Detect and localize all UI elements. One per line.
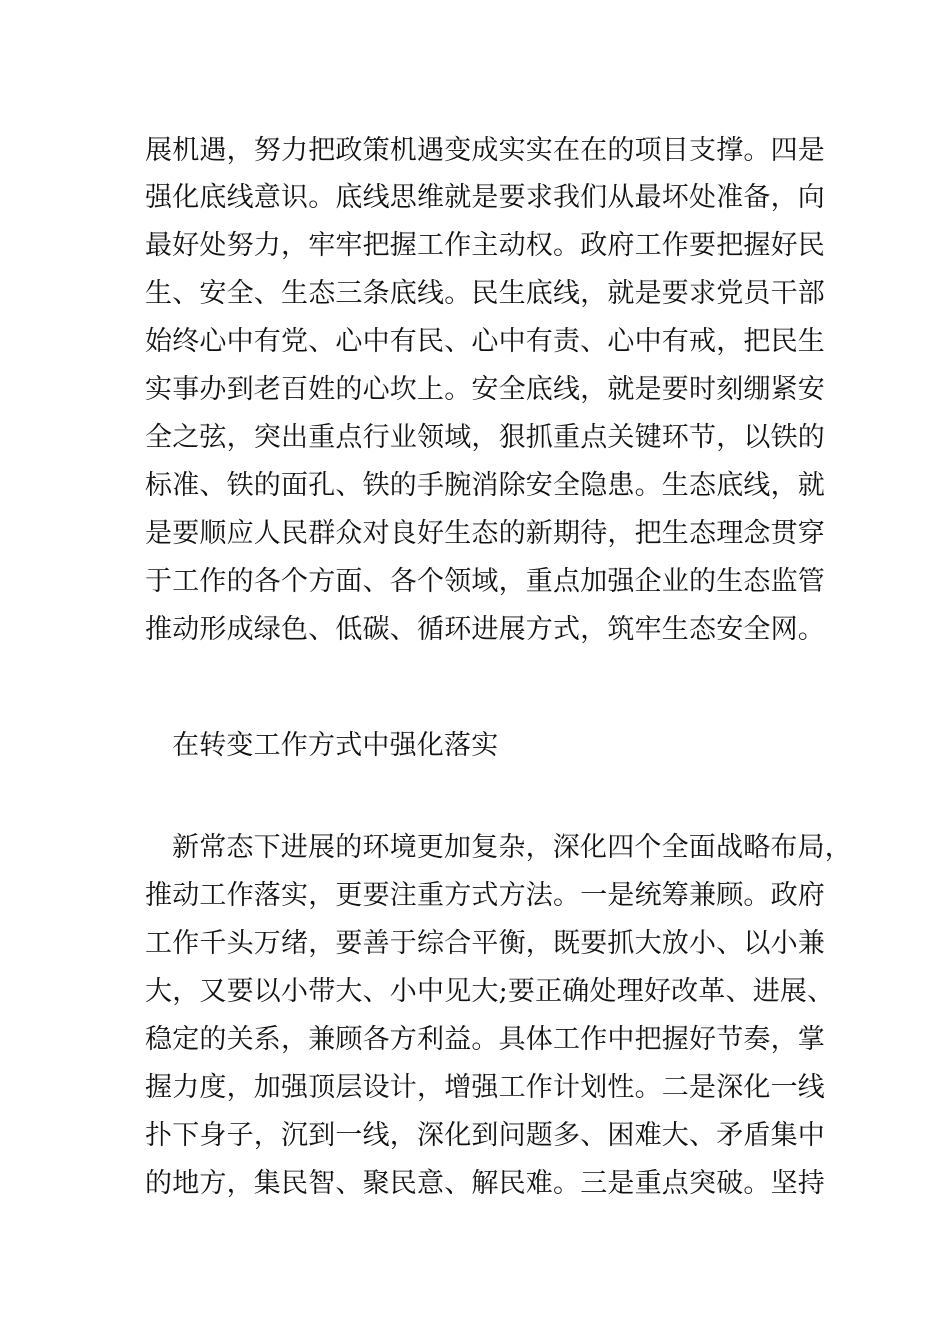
section-heading: 在转变工作方式中强化落实 <box>172 730 499 761</box>
paragraph2-line: 握力度，加强顶层设计，增强工作计划性。二是深化一线 <box>145 1072 825 1103</box>
paragraph2-line: 推动工作落实，更要注重方式方法。一是统筹兼顾。政府 <box>145 880 825 911</box>
paragraph2-line: 工作千头万绪，要善于综合平衡，既要抓大放小、以小兼 <box>145 928 825 959</box>
paragraph1-line: 始终心中有党、心中有民、心中有责、心中有戒，把民生 <box>145 326 825 357</box>
paragraph1-line: 展机遇，努力把政策机遇变成实实在在的项目支撑。四是 <box>145 135 825 166</box>
paragraph1-line: 实事办到老百姓的心坎上。安全底线，就是要时刻绷紧安 <box>145 374 825 405</box>
paragraph2-line: 扑下身子，沉到一线，深化到问题多、困难大、矛盾集中 <box>145 1120 825 1151</box>
paragraph1-line: 标准、铁的面孔、铁的手腕消除安全隐患。生态底线，就 <box>145 470 825 501</box>
paragraph1-line: 于工作的各个方面、各个领域，重点加强企业的生态监管 <box>145 566 825 597</box>
paragraph1-line: 是要顺应人民群众对良好生态的新期待，把生态理念贯穿 <box>145 518 825 549</box>
paragraph2-line: 新常态下进展的环境更加复杂，深化四个全面战略布局， <box>172 832 852 863</box>
paragraph1-line: 全之弦，突出重点行业领域，狠抓重点关键环节，以铁的 <box>145 422 825 453</box>
paragraph1-line: 推动形成绿色、低碳、循环进展方式，筑牢生态安全网。 <box>145 614 825 645</box>
paragraph1-line: 生、安全、生态三条底线。民生底线，就是要求党员干部 <box>145 278 825 309</box>
paragraph2-line: 稳定的关系，兼顾各方利益。具体工作中把握好节奏，掌 <box>145 1024 825 1055</box>
paragraph2-line: 的地方，集民智、聚民意、解民难。三是重点突破。坚持 <box>145 1168 825 1199</box>
paragraph1-line: 最好处努力，牢牢把握工作主动权。政府工作要把握好民 <box>145 230 825 261</box>
paragraph2-line: 大，又要以小带大、小中见大;要正确处理好改革、进展、 <box>145 976 835 1007</box>
paragraph1-line: 强化底线意识。底线思维就是要求我们从最坏处准备，向 <box>145 182 825 213</box>
